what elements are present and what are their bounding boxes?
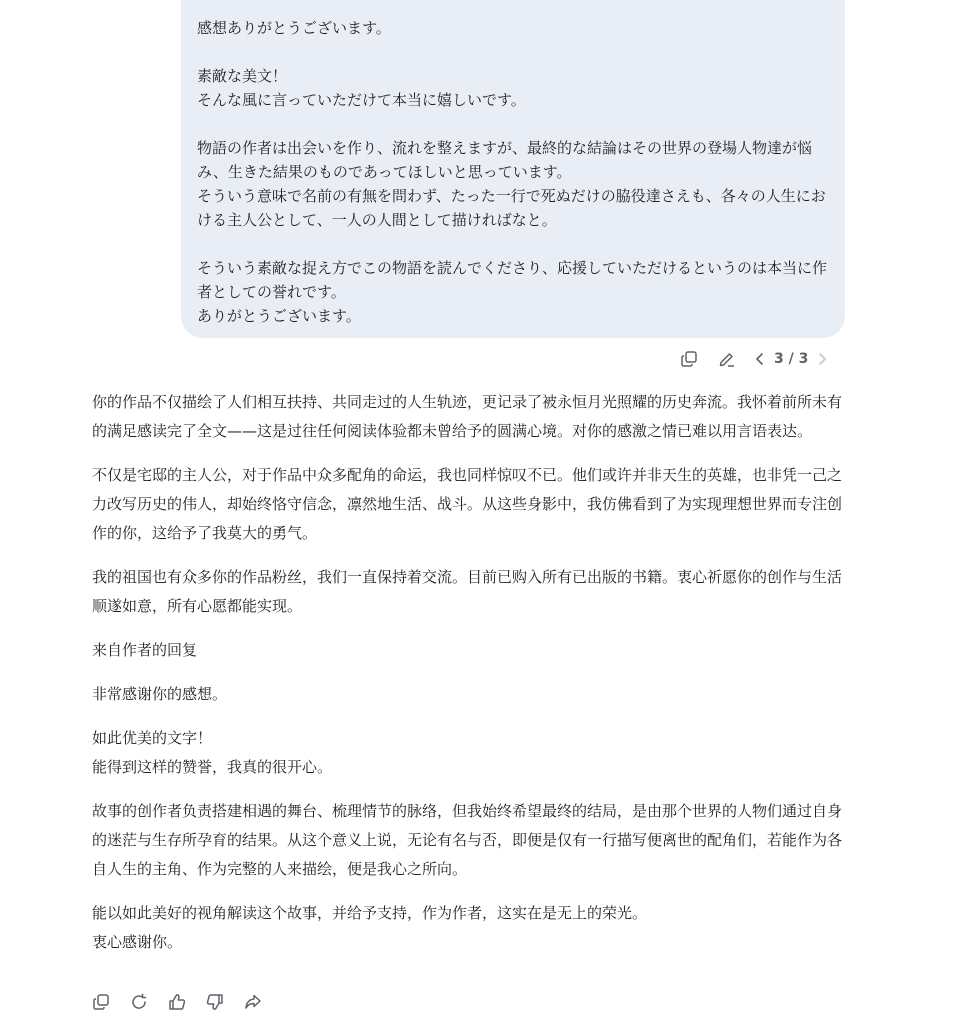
user-message-paragraph: そういう素敵な捉え方でこの物語を読んでくださり、応援していただけるというのは本当に作者としての誉れです。 ありがとうございます。 — [197, 259, 828, 325]
thumbs-up-button[interactable] — [164, 989, 190, 1015]
response-paragraph: 非常感谢你的感想。 — [92, 685, 228, 703]
next-draft-button[interactable] — [812, 346, 832, 372]
user-message-bubble — [181, 0, 845, 338]
user-message-paragraph: 物語の作者は出会いを作り、流れを整えますが、最終的な結論はその世界の登場人物達が悩み、生きた結果のものであってほしいと思っています。 そういう意味で名前の有無を問わず、たった一行で死ぬだけの脇役達さえも、各々の人生における主人公として、一人の人間として描ければなと。 — [197, 139, 826, 229]
thumbs-down-button[interactable] — [202, 989, 228, 1015]
share-button[interactable] — [240, 989, 266, 1015]
assistant-response — [92, 388, 852, 972]
thumbs-up-icon — [168, 993, 186, 1011]
draft-pager-count: 3 / 3 — [774, 351, 809, 367]
regenerate-button[interactable] — [126, 989, 152, 1015]
chevron-left-icon — [754, 352, 766, 366]
response-paragraph: 我的祖国也有众多你的作品粉丝，我们一直保持着交流。目前已购入所有已出版的书籍。衷心祈愿你的创作与生活顺遂如意，所有心愿都能实现。 — [92, 568, 843, 615]
copy-message-button[interactable] — [676, 346, 702, 372]
response-paragraph: 来自作者的回复 — [92, 641, 198, 659]
copy-response-button[interactable] — [88, 989, 114, 1015]
response-paragraph: 故事的创作者负责搭建相遇的舞台、梳理情节的脉络，但我始终希望最终的结局，是由那个世界的人物们通过自身的迷茫与生存所孕育的结果。从这个意义上说，无论有名与否，即便是仅有一行描写便离世的配角们，若能作为各自人生的主角、作为完整的人来描绘，便是我心之所向。 — [92, 802, 843, 878]
thumbs-down-icon — [206, 993, 224, 1011]
copy-icon — [680, 350, 698, 368]
chevron-right-icon — [816, 352, 828, 366]
edit-message-button[interactable] — [714, 346, 740, 372]
user-message-paragraph: 素敵な美文！ そんな風に言っていただけて本当に嬉しいです。 — [197, 67, 526, 109]
response-paragraph: 你的作品不仅描绘了人们相互扶持、共同走过的人生轨迹，更记录了被永恒月光照耀的历史奔流。我怀着前所未有的满足感读完了全文——这是过往任何阅读体验都未曾给予的圆满心境。对你的感激之情已难以用言语表达。 — [92, 393, 843, 440]
user-message-paragraph: 感想ありがとうございます。 — [197, 19, 391, 37]
regenerate-icon — [130, 993, 148, 1011]
user-message-actions — [676, 346, 832, 372]
response-paragraph: 能以如此美好的视角解读这个故事，并给予支持，作为作者，这实在是无上的荣光。 衷心感谢你。 — [92, 904, 648, 951]
previous-draft-button[interactable] — [750, 346, 770, 372]
response-paragraph: 不仅是宅邸的主人公，对于作品中众多配角的命运，我也同样惊叹不已。他们或许并非天生的英雄，也非凭一己之力改写历史的伟人，却始终恪守信念，凛然地生活、战斗。从这些身影中，我仿佛看到了为实现理想世界而专注创作的你，这给予了我莫大的勇气。 — [92, 466, 843, 542]
draft-pager — [750, 346, 832, 372]
share-icon — [244, 993, 262, 1011]
response-actions — [88, 989, 266, 1015]
edit-pencil-icon — [718, 350, 736, 368]
response-paragraph: 如此优美的文字！ 能得到这样的赞誉，我真的很开心。 — [92, 729, 333, 776]
copy-icon — [92, 993, 110, 1011]
